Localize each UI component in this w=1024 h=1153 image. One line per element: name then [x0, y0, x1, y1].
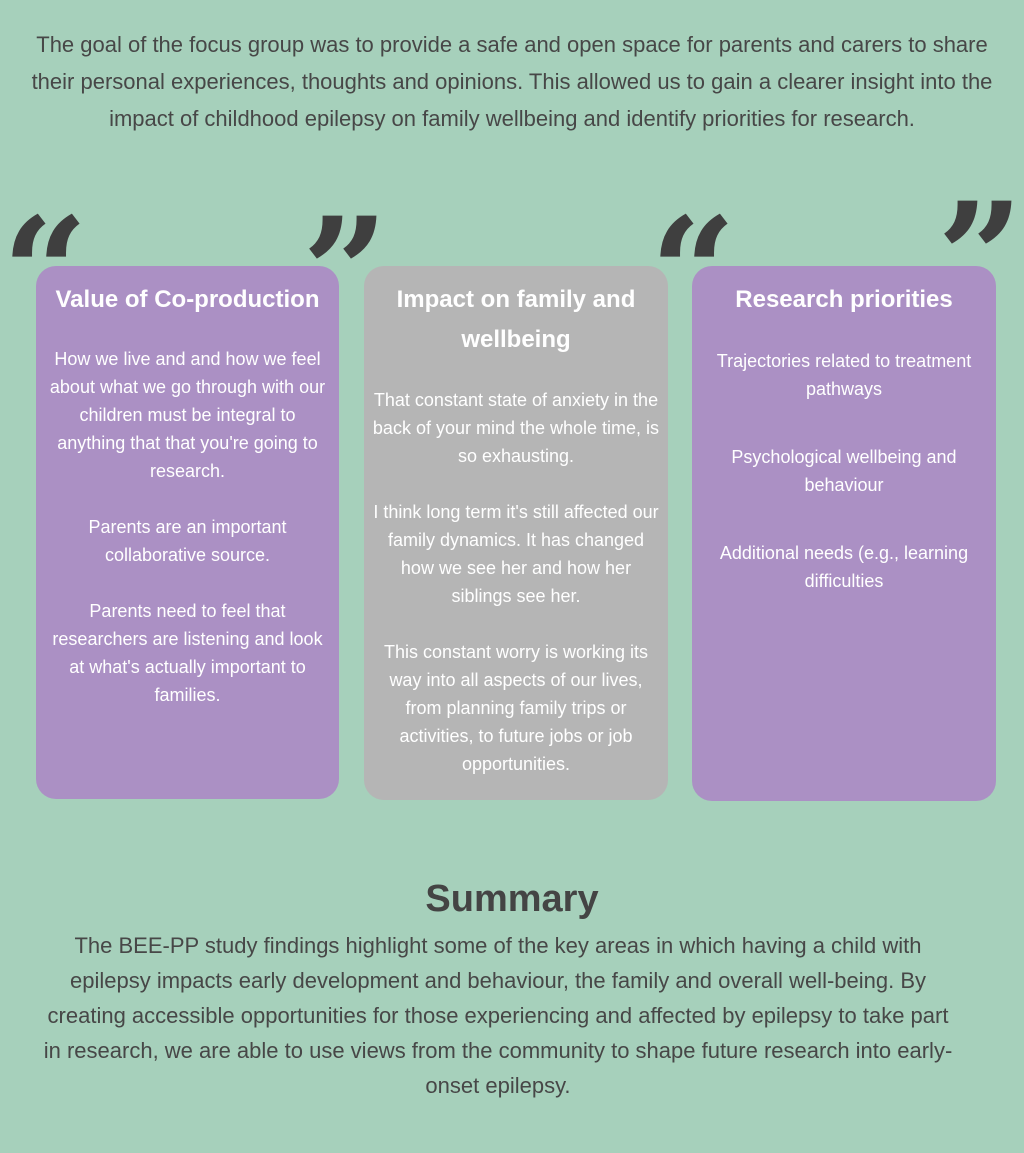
card-title: Value of Co-production [55, 286, 320, 313]
card-title: Impact on family and wellbeing [396, 286, 636, 353]
card-body [44, 345, 331, 709]
card-body [700, 347, 988, 595]
open-quote-icon: “ [650, 185, 737, 361]
card-paragraph: That constant state of anxiety in the back of your mind the whole time, is so exhausting. [372, 390, 660, 466]
card-impact-on-family [364, 266, 668, 800]
card-paragraph: How we live and and how we feel about what we go through with our children must be integral to anything that that you're going to research. [49, 349, 326, 481]
card-paragraph: Additional needs (e.g., learning difficulties [719, 543, 969, 591]
card-body [372, 386, 660, 778]
card-paragraph: This constant worry is working its way into all aspects of our lives, from planning family trips or activities, to future jobs or job opportunities. [383, 642, 649, 774]
close-quote-icon: ” [302, 185, 389, 361]
summary-title: Summary [425, 878, 599, 920]
card-paragraph: I think long term it's still affected our family dynamics. It has changed how we see her and how her siblings see her. [373, 502, 659, 606]
card-paragraph: Parents are an important collaborative source. [88, 517, 287, 565]
card-paragraph: Trajectories related to treatment pathways [716, 351, 972, 399]
card-title: Research priorities [735, 286, 953, 313]
summary-paragraph: The BEE-PP study findings highlight some of the key areas in which having a child with epilepsy impacts early development and behaviour, the family and overall well-being. By creating accessible opportunities for those experiencing and affected by epilepsy to take part in research, we are able to use views from the community to shape future research into early-onset epilepsy. [43, 933, 953, 1098]
card-paragraph: Parents need to feel that researchers are listening and look at what's actually important to families. [52, 601, 323, 705]
card-paragraph: Psychological wellbeing and behaviour [731, 447, 957, 495]
open-quote-icon: “ [2, 185, 89, 361]
close-quote-icon: ” [937, 170, 1024, 346]
card-research-priorities [692, 266, 996, 801]
intro-paragraph: The goal of the focus group was to provide a safe and open space for parents and carers to share their personal experiences, thoughts and opinions. This allowed us to gain a clearer insight into the impact of childhood epilepsy on family wellbeing and identify priorities for research. [31, 32, 993, 131]
